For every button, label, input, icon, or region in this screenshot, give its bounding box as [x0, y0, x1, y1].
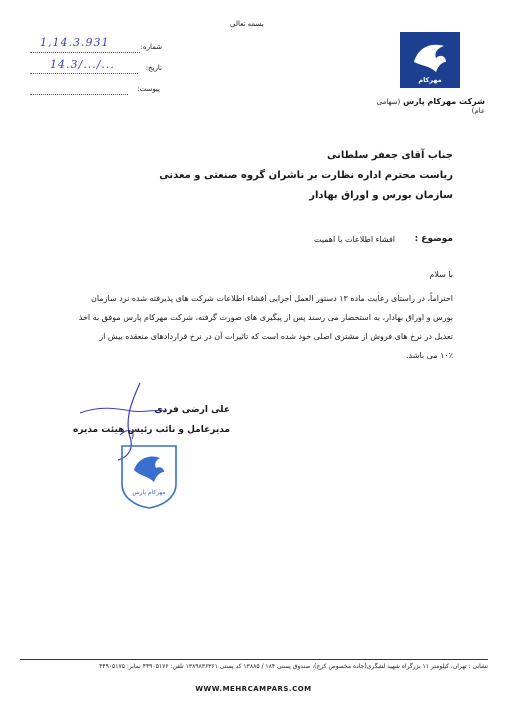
date-label: تاریخ: [145, 64, 162, 72]
footer-divider [20, 659, 488, 660]
company-logo [400, 32, 460, 88]
body-line-3: تعدیل در نرخ های فروش از مشتری اصلی خود شده است که تاثیرات آن در نرخ قراردادهای منعقده بیش از [99, 332, 453, 341]
recipient-name: جناب آقای جعفر سلطانی [327, 150, 453, 161]
svg-text:مهرکام پارس: مهرکام پارس [132, 489, 166, 496]
footer-website[interactable]: WWW.MEHRCAMPARS.COM [195, 685, 312, 693]
recipient-organization: سازمان بورس و اوراق بهادار [309, 190, 453, 201]
bismillah: بسمه تعالی [230, 20, 264, 28]
number-dotline [30, 52, 140, 53]
date-dotline [30, 73, 138, 74]
signatory-title: مدیرعامل و نائب رئیس هیئت مدیره [73, 425, 230, 435]
signatory-name: علی ارضی فردی [154, 405, 230, 415]
company-seal [118, 440, 180, 510]
number-handwritten: 1,14.3.931 [40, 36, 110, 49]
footer-address: نشانی : تهران، کیلومتر ۱۱ بزرگراه شهید لشگری(جاده مخصوص کرج)، صندوق پستی ۱۸۴ / ۱۳۸۸۵ کد پستی ۱۳۸۹۸۳۶۳۶۱ تلفن: ۴۴۹۰۵۱۷۶ نمابر: ۴۴۹۰۵۱۷۵ [99, 663, 488, 670]
greeting: با سلام [429, 270, 453, 279]
body-line-2: بورس و اوراق بهادار، به استحضار می رسند پس از پیگیری های صورت گرفته، شرکت مهرکام پارس موفق به اخذ [78, 313, 453, 322]
attachment-dotline [30, 94, 128, 95]
date-handwritten: 14.3/.../... [50, 58, 115, 71]
subject-value: افشاء اطلاعات با اهمیت [313, 235, 395, 244]
body-line-1: احتراماً، در راستای رعایت ماده ۱۳ دستور العمل اجرایی افشاء اطلاعات شرکت های پذیرفته شده نزد سازمان [90, 294, 453, 303]
svg-text:مهرکام: مهرکام [418, 76, 442, 84]
recipient-title: ریاست محترم اداره نظارت بر ناشران گروه صنعتی و معدنی [159, 170, 453, 181]
body-line-4: ۱۰٪ می باشد. [405, 351, 453, 360]
company-name: شرکت مهرکام پارس (سهامی عام) [376, 97, 485, 115]
attachment-label: پیوست: [137, 85, 160, 93]
subject-label: موضوع : [414, 234, 453, 244]
number-label: شماره: [140, 43, 162, 51]
